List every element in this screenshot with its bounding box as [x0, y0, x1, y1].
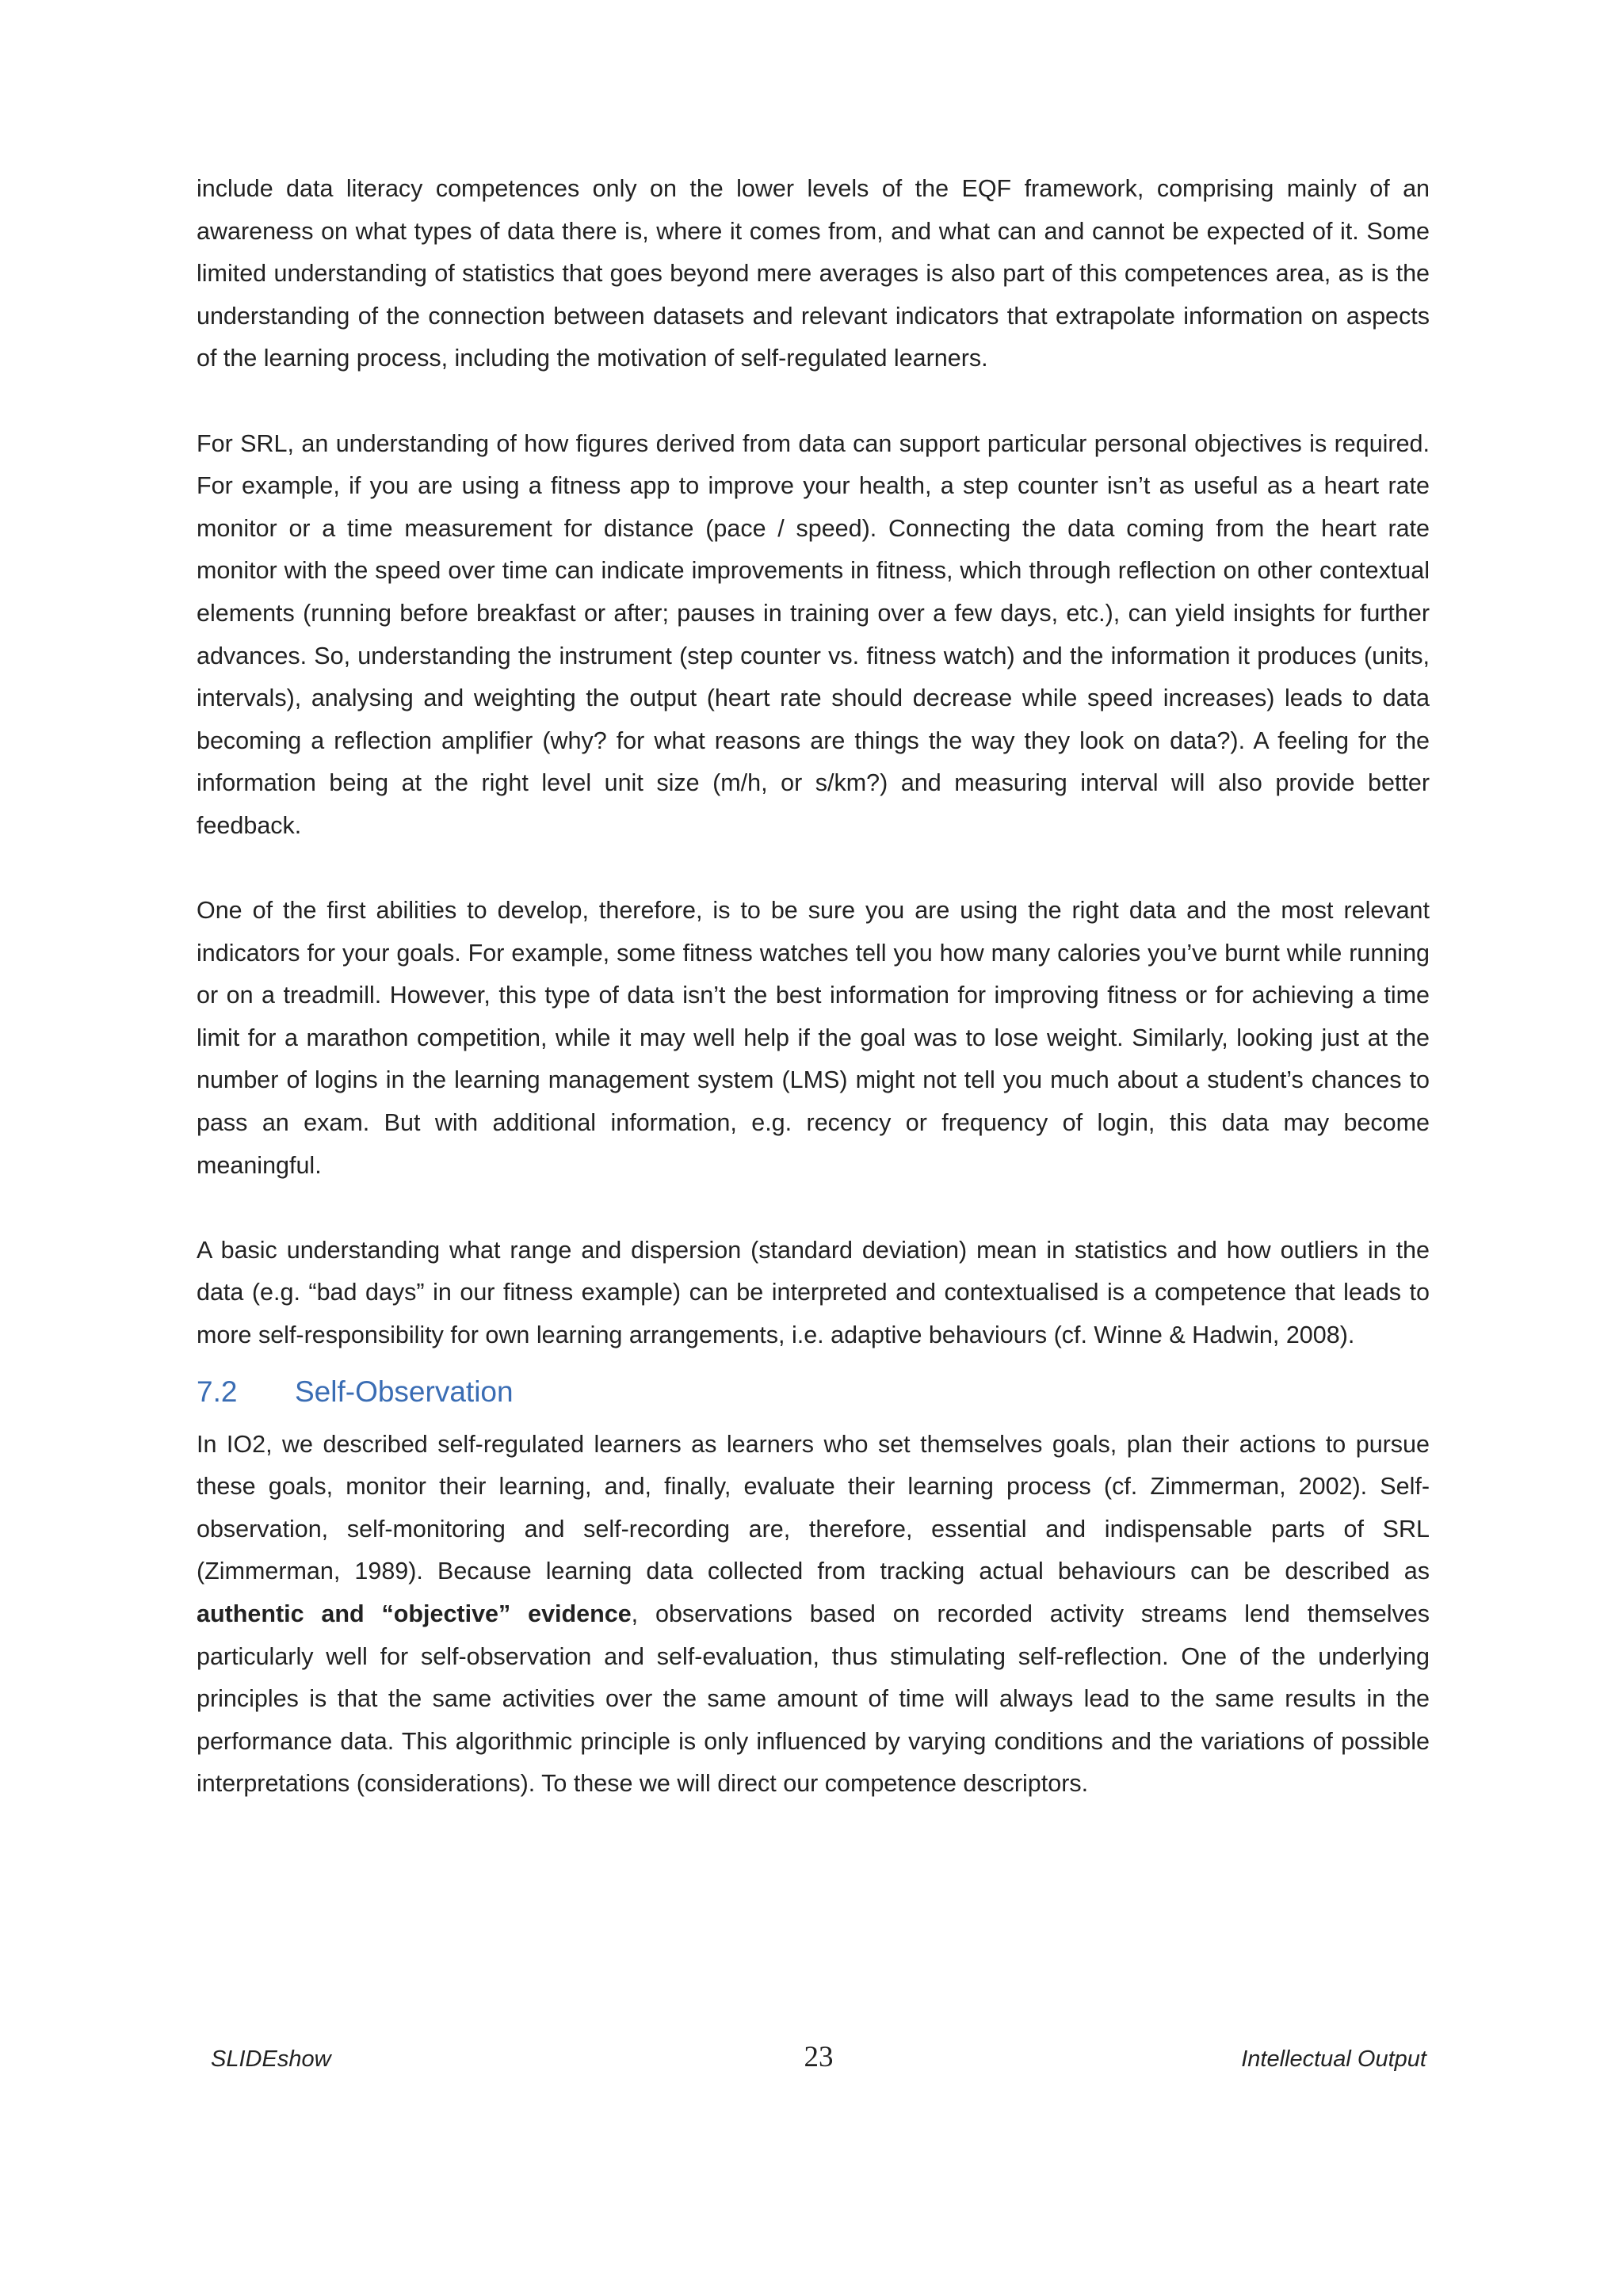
paragraph [197, 1424, 1430, 1806]
page-number: 23 [804, 2041, 834, 2073]
paragraph-text: In IO2, we described self-regulated learners as learners who set themselves goals, plan their actions to pursue these goals, monitor their learning, and, finally, evaluate their learning process (cf. Zimmerman, 2002). Self-observation, self-monitoring and self-recording are, therefore, essential and indispensable parts of SRL (Zimmerman, 1989). Because learning data collected from tracking actual behaviours can be described as [197, 1430, 1430, 1585]
paragraph: A basic understanding what range and dispersion (standard deviation) mean in statistics and how outliers in the data (e.g. “bad days” in our fitness example) can be interpreted and contextualised is a competence that leads to more self-responsibility for own learning arrangements, i.e. adaptive behaviours (cf. Winne & Hadwin, 2008). [197, 1236, 1430, 1349]
bold-phrase: authentic and “objective” evidence [197, 1600, 632, 1627]
footer-left: SLIDEshow [211, 2046, 331, 2072]
paragraph: One of the first abilities to develop, therefore, is to be sure you are using the right data and the most relevant indicators for your goals. For example, some fitness watches tell you how many calories you’ve burnt while running or on a treadmill. However, this type of data isn’t the best information for improving fitness or for achieving a time limit for a marathon competition, while it may well help if the goal was to lose weight. Similarly, looking just at the number of logins in the learning management system (LMS) might not tell you much about a student’s chances to pass an exam. But with additional information, e.g. recency or frequency of login, this data may become meaningful. [197, 897, 1430, 1179]
page-footer [211, 2040, 1426, 2080]
paragraph-text: , observations based on recorded activity streams lend themselves particularly well for self-observation and self-evaluation, thus stimulating self-reflection. One of the underlying principles is that the same activities over the same amount of time will always lead to the same results in the performance data. This algorithmic principle is only influenced by varying conditions and the variations of possible interpretations (considerations). To these we will direct our competence descriptors. [197, 1600, 1430, 1798]
body-text [197, 168, 1430, 1806]
section-title: Self-Observation [295, 1375, 514, 1408]
paragraph: include data literacy competences only on the lower levels of the EQF framework, comprising mainly of an awareness on what types of data there is, where it comes from, and what can and cannot be expected of it. Some limited understanding of statistics that goes beyond mere averages is also part of this competences area, as is the understanding of the connection between datasets and relevant indicators that extrapolate information on aspects of the learning process, including the motivation of self-regulated learners. [197, 175, 1430, 372]
paragraph: For SRL, an understanding of how figures derived from data can support particular personal objectives is required. For example, if you are using a fitness app to improve your health, a step counter isn’t as useful as a heart rate monitor or a time measurement for distance (pace / speed). Connecting the data coming from the heart rate monitor with the speed over time can indicate improvements in fitness, which through reflection on other contextual elements (running before breakfast or after; pauses in training over a few days, etc.), can yield insights for further advances. So, understanding the instrument (step counter vs. fitness watch) and the information it produces (units, intervals), analysing and weighting the output (heart rate should decrease while speed increases) leads to data becoming a reflection amplifier (why? for what reasons are things the way they look on data?). A feeling for the information being at the right level unit size (m/h, or s/km?) and measuring interval will also provide better feedback. [197, 429, 1430, 839]
section-number: 7.2 [197, 1375, 238, 1408]
footer-right: Intellectual Output [1241, 2046, 1426, 2072]
section-heading [197, 1368, 1430, 1416]
